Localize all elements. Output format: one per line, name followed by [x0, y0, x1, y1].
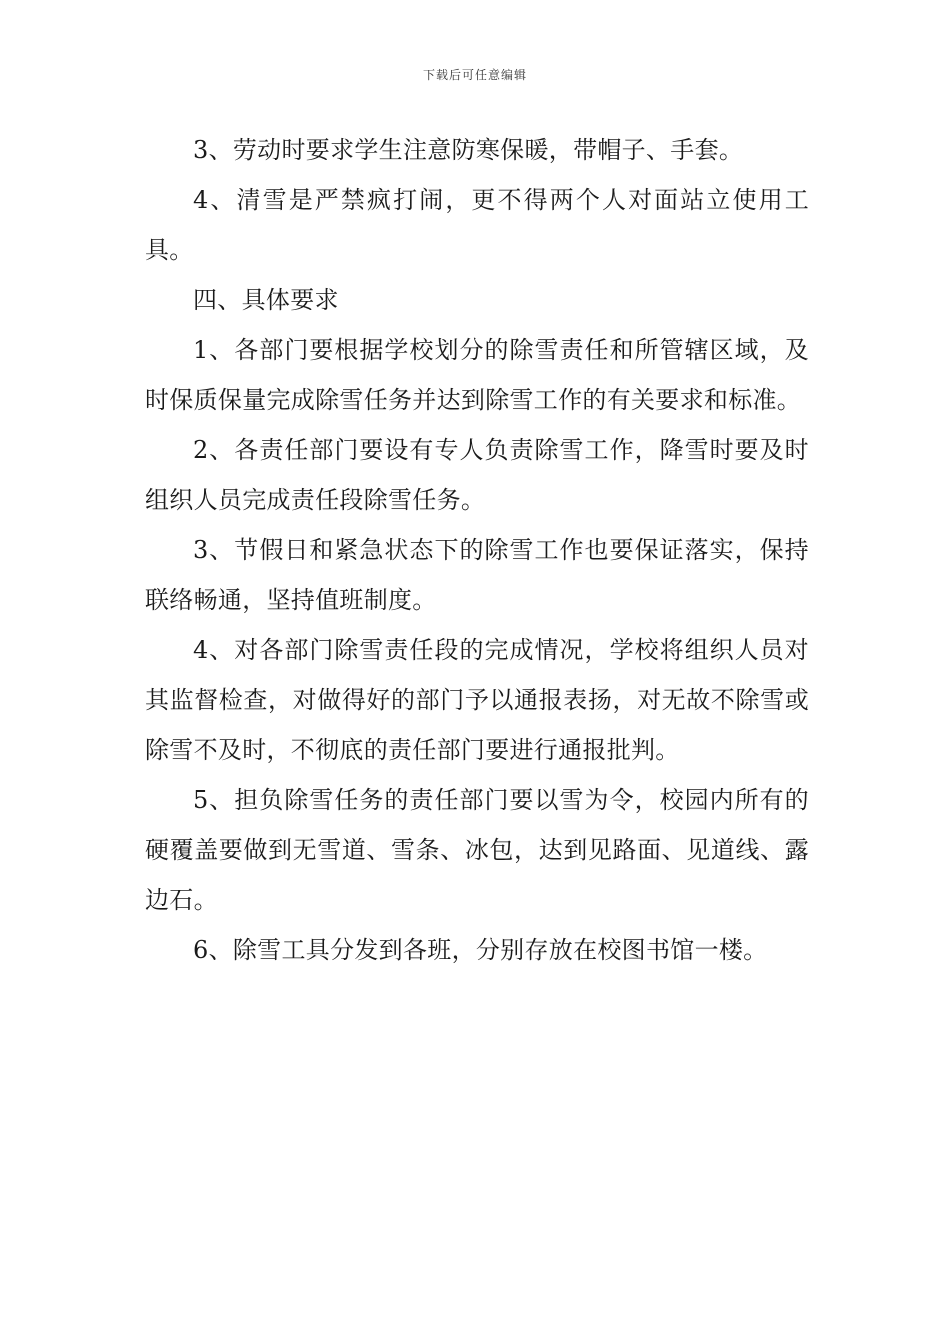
paragraph-requirement-5: 5、担负除雪任务的责任部门要以雪为令，校园内所有的硬覆盖要做到无雪道、雪条、冰包，达到见路面、见道线、露边石。 [145, 786, 809, 914]
paragraph-item-4: 4、清雪是严禁疯打闹，更不得两个人对面站立使用工具。 [145, 186, 809, 264]
paragraph-requirement-2: 2、各责任部门要设有专人负责除雪工作，降雪时要及时组织人员完成责任段除雪任务。 [145, 436, 809, 514]
paragraph-requirement-6: 6、除雪工具分发到各班，分别存放在校图书馆一楼。 [193, 936, 768, 964]
header-note: 下载后可任意编辑 [422, 68, 527, 82]
section-heading-requirements: 四、具体要求 [193, 286, 339, 314]
paragraph-requirement-3: 3、节假日和紧急状态下的除雪工作也要保证落实，保持联络畅通，坚持值班制度。 [145, 536, 809, 614]
paragraph-item-3: 3、劳动时要求学生注意防寒保暖，带帽子、手套。 [193, 136, 744, 164]
document-body [145, 125, 809, 975]
paragraph-requirement-4: 4、对各部门除雪责任段的完成情况，学校将组织人员对其监督检查，对做得好的部门予以通报表扬，对无故不除雪或除雪不及时，不彻底的责任部门要进行通报批判。 [145, 636, 809, 764]
paragraph-requirement-1: 1、各部门要根据学校划分的除雪责任和所管辖区域，及时保质保量完成除雪任务并达到除雪工作的有关要求和标准。 [145, 336, 809, 414]
